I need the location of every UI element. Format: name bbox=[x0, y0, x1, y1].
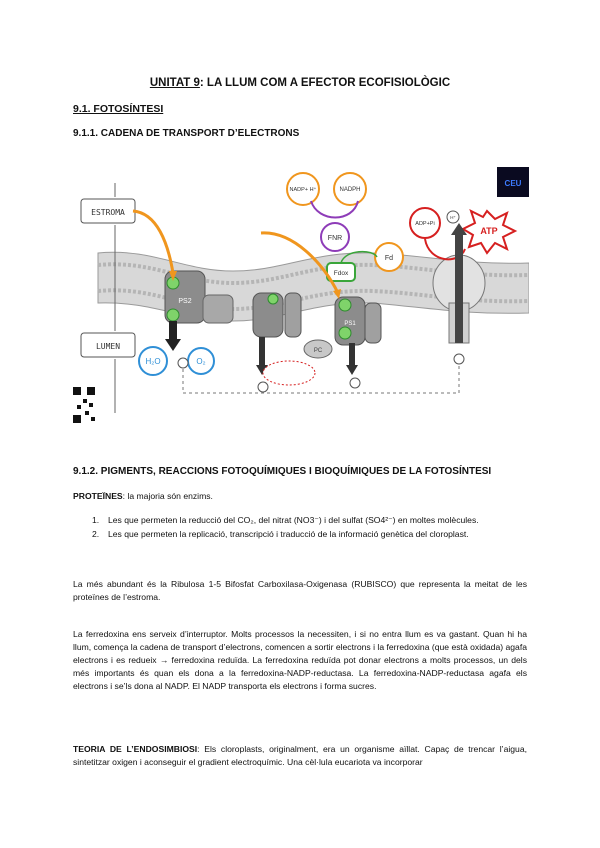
nadp-label: NADP+ H⁺ bbox=[289, 187, 317, 193]
list-item bbox=[92, 514, 527, 527]
h2o-label: H₂O bbox=[145, 357, 161, 366]
ps1-label: PS1 bbox=[344, 321, 356, 327]
proteins-label: PROTEÏNES bbox=[73, 491, 123, 501]
list-text: Les que permeten la reducció del CO₂, del nitrat (NO3⁻) i del sulfat (SO4²⁻) en moltes molècules. bbox=[108, 515, 479, 525]
endosimbiosi-text: : Els cloroplasts, originalment, era un organisme aïllat. Capaç de trencar l’aigua, sintetitzar oxigen i aconseguir el gradient electroquímic. Una cèl·lula eucariota va incorporar bbox=[73, 744, 527, 767]
ceu-logo-text: CEU bbox=[504, 179, 522, 188]
list-item bbox=[92, 528, 527, 541]
endosimbiosi-label: TEORIA DE L’ENDOSIMBIOSI bbox=[73, 744, 198, 754]
fdox-label: Fdox bbox=[333, 270, 349, 277]
list-number: 1. bbox=[92, 515, 100, 525]
proteins-list bbox=[92, 514, 527, 542]
ps2-label: PS2 bbox=[178, 298, 192, 305]
h-plus-label: H⁺ bbox=[450, 215, 456, 220]
pc-label: PC bbox=[313, 348, 323, 354]
list-text: Les que permeten la replicació, transcripció i traducció de la informació genètica del cloroplast. bbox=[108, 529, 469, 539]
fnr-label: FNR bbox=[327, 235, 343, 242]
proteins-text: : la majoria són enzims. bbox=[122, 491, 213, 501]
estroma-label: ESTROMA bbox=[91, 208, 125, 217]
atp-label: ATP bbox=[480, 226, 498, 236]
fd-label: Fd bbox=[384, 255, 394, 262]
list-number: 2. bbox=[92, 529, 100, 539]
page-title bbox=[0, 77, 600, 89]
subsection-heading-2: 9.1.2. PIGMENTS, REACCIONS FOTOQUÍMIQUES I BIOQUÍMIQUES DE LA FOTOSÍNTESI bbox=[73, 466, 492, 477]
proteins-paragraph bbox=[73, 490, 527, 503]
ferredoxina-paragraph: La ferredoxina ens serveix d’interruptor. Molts processos la necessiten, i si no entra llum es va gastant. Quan hi ha llum, comença la cadena de transport d’electrons, comencen a sortir electrons i la ferredoxina (que està oxidada) agafa electrons i es redueix → ferredoxina reduïda. La ferredoxina reduïda pot donar electrons a molts processos, un dels més importants és quan els dona a la ferredoxina-NADP-reductasa. La ferredoxina-NADP-reductasa agafa els electrons i se’ls dona al NADP. El NADP transporta els electrons i forma sucres. bbox=[73, 629, 527, 691]
subsection-heading-1: 9.1.1. CADENA DE TRANSPORT D’ELECTRONS bbox=[73, 128, 300, 139]
qr-code bbox=[73, 385, 97, 425]
o2-label: O₂ bbox=[196, 357, 206, 366]
nadph-label: NADPH bbox=[339, 187, 361, 193]
adp-label: ADP+Pi bbox=[415, 221, 435, 227]
lumen-label: LUMEN bbox=[95, 342, 121, 351]
electron-transport-diagram bbox=[73, 153, 529, 431]
title-rest: : LA LLUM COM A EFECTOR ECOFISIOLÒGIC bbox=[199, 77, 451, 89]
endosimbiosi-paragraph bbox=[73, 743, 527, 769]
rubisco-paragraph: La més abundant és la Ribulosa 1-5 Bifosfat Carboxilasa-Oxigenasa (RUBISCO) que representa la meitat de les proteïnes de l’estroma. bbox=[73, 579, 527, 602]
title-unit: UNITAT 9 bbox=[149, 77, 200, 89]
section-heading: 9.1. FOTOSÍNTESI bbox=[73, 103, 164, 115]
